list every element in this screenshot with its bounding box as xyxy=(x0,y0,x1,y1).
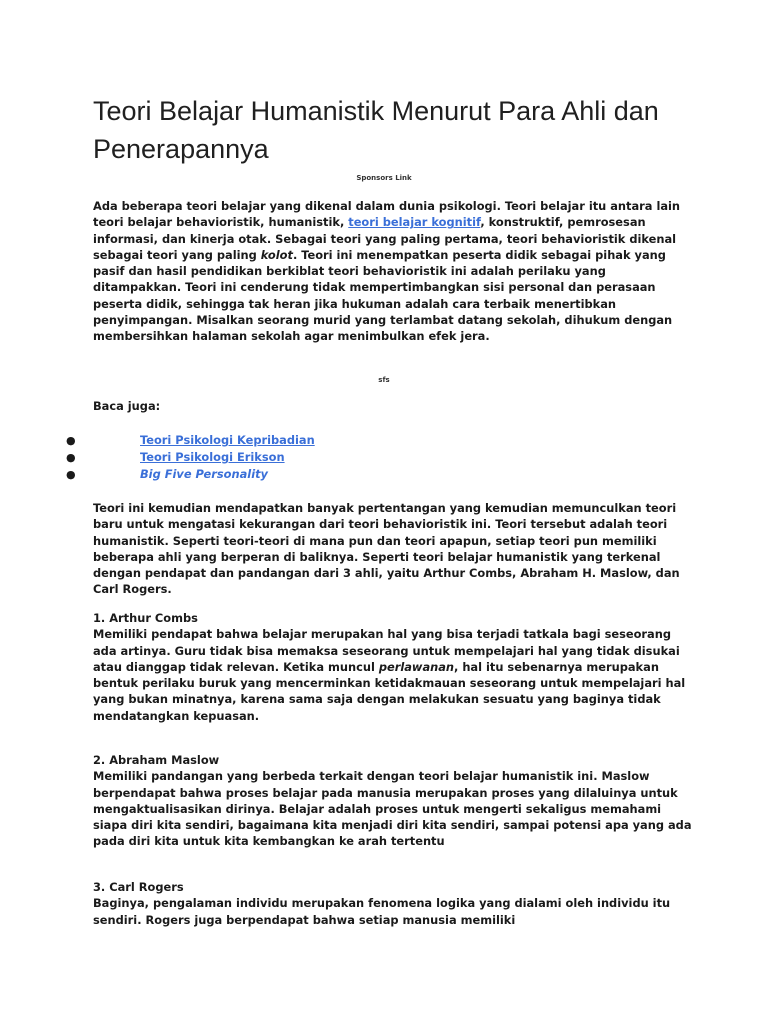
bullet-icon: ● xyxy=(66,451,76,464)
section-rogers xyxy=(93,879,693,928)
intro-text-1: Ada beberapa teori belajar yang dikenal dalam dunia psikologi. Teori belajar itu antara lain teori belajar behavioristik, humanistik, xyxy=(93,199,681,230)
related-links-list xyxy=(0,432,768,483)
page-title: Teori Belajar Humanistik Menurut Para Ahli dan Penerapannya xyxy=(93,96,659,164)
list-item xyxy=(0,432,768,449)
rogers-body: Baginya, pengalaman individu merupakan fenomena logika yang dialami oleh individu itu sendiri. Rogers juga berpendapat bahwa setiap manusia memiliki xyxy=(93,896,671,927)
maslow-body: Memiliki pandangan yang berbeda terkait dengan teori belajar humanistik ini. Maslow berpendapat bahwa proses belajar pada manusia merupakan proses yang dilaluinya untuk mengaktualisasikan dirinya. Belajar adalah proses untuk mengerti sekaligus memahami siapa diri kita sendiri, bagaimana kita menjadi diri kita sendiri, sampai potensi apa yang ada pada diri kita untuk kita kembangkan ke arah tertentu xyxy=(93,769,692,849)
bullet-icon: ● xyxy=(66,468,76,481)
related-link[interactable]: Big Five Personality xyxy=(140,467,268,481)
combs-text-1: Memiliki pendapat bahwa belajar merupakan hal yang bisa terjadi tatkala bagi seseorang ada artinya. Guru tidak bisa memaksa seseorang untuk mempelajari hal yang tidak disukai atau dianggap tidak relevan. Ketika muncul xyxy=(93,627,680,674)
list-item xyxy=(0,466,768,483)
baca-juga-label: Baca juga: xyxy=(93,399,161,413)
paragraph-2: Teori ini kemudian mendapatkan banyak pertentangan yang kemudian memunculkan teori baru untuk mengatasi kekurangan dari teori behavioristik ini. Teori tersebut adalah teori humanistik. Seperti teori-teori di mana pun dan teori apapun, setiap teori pun memiliki beberapa ahli yang berperan di baliknya. Seperti teori belajar humanistik yang terkenal dengan pendapat dan pandangan dari 3 ahli, yaitu Arthur Combs, Abraham H. Maslow, dan Carl Rogers. xyxy=(93,501,680,597)
separator-mark: sfs xyxy=(378,376,390,384)
intro-paragraph xyxy=(93,198,693,345)
combs-italic: perlawanan xyxy=(378,659,455,674)
intro-italic-kolot: kolot xyxy=(260,247,293,262)
related-link[interactable]: Teori Psikologi Erikson xyxy=(140,450,285,464)
section-combs xyxy=(93,610,693,724)
bullet-icon: ● xyxy=(66,434,76,447)
related-link[interactable]: Teori Psikologi Kepribadian xyxy=(140,433,315,447)
section-heading-rogers: 3. Carl Rogers xyxy=(93,880,184,894)
intro-text-3: . Teori ini menempatkan peserta didik sebagai pihak yang pasif dan hasil pendidikan berkiblat teori behavioristik ini adalah perilaku yang ditampakkan. Teori ini cenderung tidak mempertimbangkan sisi personal dan perasaan peserta didik, sehingga tak heran jika hukuman adalah cara terbaik menertibkan penyimpangan. Misalkan seorang murid yang terlambat datang sekolah, dihukum dengan membersihkan halaman sekolah agar menimbulkan efek jera. xyxy=(93,247,673,344)
section-heading-maslow: 2. Abraham Maslow xyxy=(93,753,220,767)
list-item xyxy=(0,449,768,466)
sponsor-label: Sponsors Link xyxy=(356,174,412,182)
link-teori-kognitif[interactable]: teori belajar kognitif xyxy=(348,215,481,230)
intro-text-2: , konstruktif, pemrosesan informasi, dan kinerja otak. Sebagai teori yang paling pertama, teori behavioristik dikenal sebagai teori yang paling xyxy=(93,215,677,262)
section-maslow xyxy=(93,752,693,850)
combs-text-2: , hal itu sebenarnya merupakan bentuk perilaku buruk yang mencerminkan ketidakmauan seseorang untuk mempelajari hal yang bukan minatnya, karena sama saja dengan melakukan sesuatu yang baginya tidak mendatangkan kepuasan. xyxy=(93,659,686,723)
section-heading-combs: 1. Arthur Combs xyxy=(93,611,198,625)
